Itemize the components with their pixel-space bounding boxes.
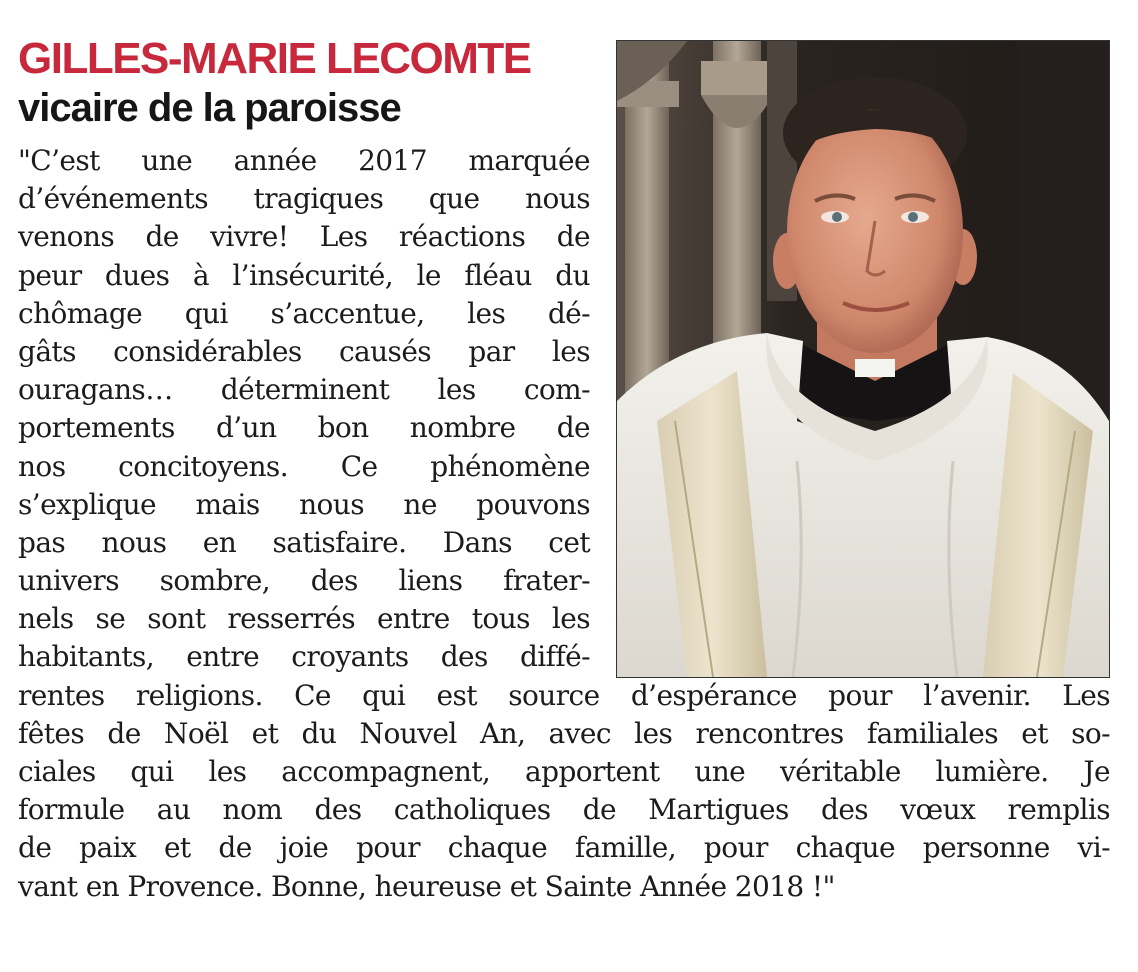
person-role: vicaire de la paroisse — [18, 86, 401, 130]
quote-body — [18, 142, 1110, 906]
quote-line: nels se sont resserrés entre tous les — [18, 602, 590, 636]
quote-line: vant en Provence. Bonne, heureuse et Sainte Année 2018 !" — [18, 869, 835, 903]
quote-line: de paix et de joie pour chaque famille, pour chaque personne vi- — [18, 831, 1110, 865]
quote-line: "C’est une année 2017 marquée — [18, 144, 590, 177]
person-name: GILLES-MARIE LECOMTE — [18, 34, 531, 83]
quote-line: ciales qui les accompagnent, apportent une véritable lumière. Je — [18, 755, 1110, 788]
quote-line: rentes religions. Ce qui est source d’espérance pour l’avenir. Les — [18, 678, 1110, 712]
quote-line: fêtes de Noël et du Nouvel An, avec les rencontres familiales et so- — [18, 716, 1110, 750]
quote-line: venons de vivre! Les réactions de — [18, 220, 590, 254]
quote-line: portements d’un bon nombre de — [18, 411, 590, 445]
quote-line: gâts considérables causés par les — [18, 334, 590, 368]
quote-line: ouragans… déterminent les com- — [18, 373, 590, 407]
quote-line: peur dues à l’insécurité, le fléau du — [18, 258, 590, 292]
quote-line: chômage qui s’accentue, les dé- — [18, 296, 590, 330]
quote-line: nos concitoyens. Ce phénomène — [18, 449, 590, 483]
quote-line: formule au nom des catholiques de Martigues des vœux remplis — [18, 793, 1110, 827]
quote-line: d’événements tragiques que nous — [18, 182, 590, 216]
quote-line: habitants, entre croyants des diffé- — [18, 640, 590, 674]
quote-line: pas nous en satisfaire. Dans cet — [18, 525, 590, 559]
quote-line: s’explique mais nous ne pouvons — [18, 487, 590, 521]
quote-line: univers sombre, des liens frater- — [18, 564, 590, 598]
